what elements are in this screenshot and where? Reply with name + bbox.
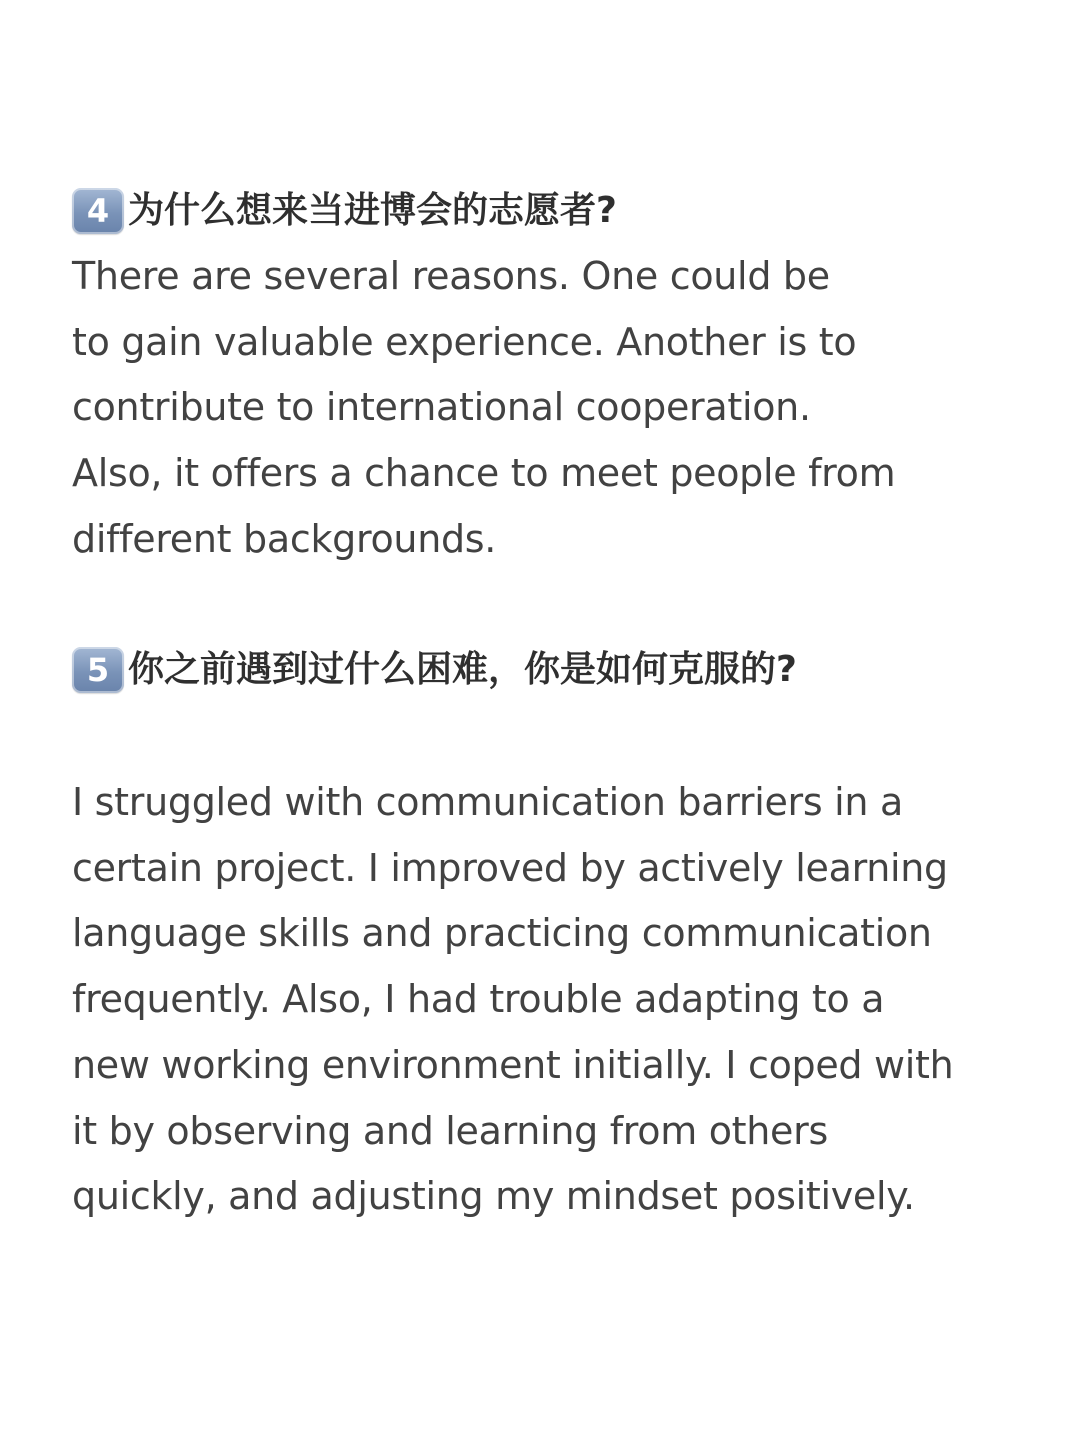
question-5-heading: [72, 647, 797, 693]
answer-4-line: different backgrounds.: [72, 516, 497, 561]
question-4-text: 为什么想来当进博会的志愿者?: [128, 190, 617, 231]
answer-5-line: frequently. Also, I had trouble adapting to a: [72, 977, 885, 1022]
answer-5-paragraph: [72, 770, 1022, 1230]
answer-5-line: new working environment initially. I coped with: [72, 1042, 954, 1087]
answer-5-line: it by observing and learning from others: [72, 1108, 828, 1153]
answer-4-line: contribute to international cooperation.: [72, 385, 811, 430]
keycap-4-icon: 4: [72, 188, 124, 234]
answer-4-paragraph: [72, 244, 1022, 573]
answer-5-line: language skills and practicing communication: [72, 911, 932, 956]
answer-4-line: There are several reasons. One could be: [72, 254, 830, 298]
question-4-heading: [72, 188, 617, 234]
keycap-5-icon: 5: [72, 647, 124, 693]
answer-5-line: I struggled with communication barriers in a: [72, 780, 903, 824]
answer-4-line: to gain valuable experience. Another is to: [72, 319, 857, 364]
answer-4-line: Also, it offers a chance to meet people from: [72, 451, 896, 496]
question-5-text: 你之前遇到过什么困难，你是如何克服的?: [128, 649, 797, 690]
answer-5-line: certain project. I improved by actively learning: [72, 845, 948, 890]
answer-5-line: quickly, and adjusting my mindset positively.: [72, 1174, 915, 1219]
note-page: [72, 0, 1022, 1440]
